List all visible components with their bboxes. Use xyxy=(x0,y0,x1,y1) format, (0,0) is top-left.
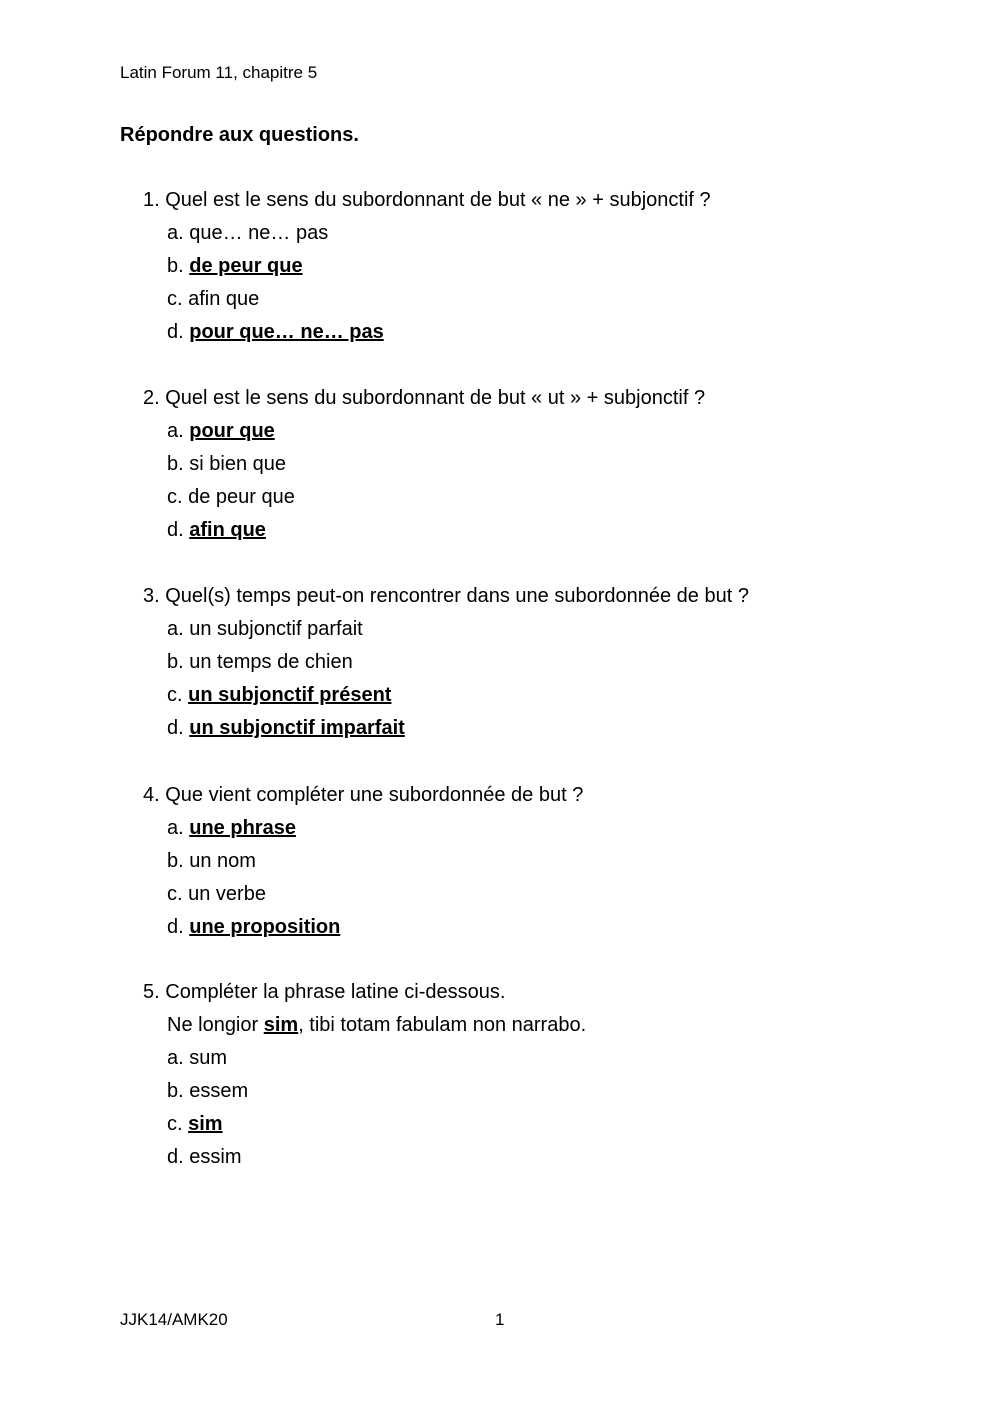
option-letter: d. xyxy=(167,1146,184,1168)
question-label: Quel(s) temps peut-on rencontrer dans une subordonnée de but ? xyxy=(165,585,749,607)
option-b xyxy=(143,845,943,878)
option-text-correct: un subjonctif présent xyxy=(188,684,392,706)
question-5 xyxy=(143,976,943,1174)
option-text: sum xyxy=(189,1047,228,1069)
option-letter: a. xyxy=(167,222,184,244)
option-a xyxy=(143,217,943,250)
option-b xyxy=(143,448,943,481)
option-letter: c. xyxy=(167,1113,183,1135)
option-letter: b. xyxy=(167,850,184,872)
option-text: afin que xyxy=(188,288,260,310)
option-d xyxy=(143,712,943,745)
option-text: si bien que xyxy=(189,453,286,475)
option-text: un temps de chien xyxy=(189,651,353,673)
page-number: 1 xyxy=(495,1310,505,1329)
question-text xyxy=(143,382,943,415)
sentence-before: Ne longior xyxy=(167,1014,264,1036)
option-d xyxy=(143,911,943,944)
option-text-correct: afin que xyxy=(189,519,266,541)
question-4 xyxy=(143,779,943,944)
question-label: Que vient compléter une subordonnée de but ? xyxy=(165,784,584,806)
option-a xyxy=(143,415,943,448)
option-d xyxy=(143,316,943,349)
option-letter: d. xyxy=(167,321,184,343)
option-b xyxy=(143,250,943,283)
option-letter: c. xyxy=(167,486,183,508)
option-c xyxy=(143,679,943,712)
question-3 xyxy=(143,580,943,745)
option-text-correct: une proposition xyxy=(189,916,341,938)
question-text xyxy=(143,184,943,217)
latin-sentence xyxy=(143,1009,943,1042)
option-a xyxy=(143,812,943,845)
option-text-correct: pour que… ne… pas xyxy=(189,321,384,343)
option-letter: d. xyxy=(167,717,184,739)
option-letter: a. xyxy=(167,618,184,640)
option-text: un verbe xyxy=(188,883,266,905)
document-header: Latin Forum 11, chapitre 5 xyxy=(120,63,318,82)
option-text-correct: un subjonctif imparfait xyxy=(189,717,405,739)
option-text-correct: pour que xyxy=(189,420,275,442)
option-text-correct: une phrase xyxy=(189,817,296,839)
question-number: 4. xyxy=(143,784,160,806)
question-label: Compléter la phrase latine ci-dessous. xyxy=(165,981,506,1003)
option-letter: d. xyxy=(167,916,184,938)
question-number: 5. xyxy=(143,981,160,1003)
option-letter: b. xyxy=(167,255,184,277)
sentence-after: , tibi totam fabulam non narrabo. xyxy=(298,1014,587,1036)
option-letter: c. xyxy=(167,684,183,706)
option-letter: c. xyxy=(167,288,183,310)
option-c xyxy=(143,1108,943,1141)
question-2 xyxy=(143,382,943,547)
question-text xyxy=(143,580,943,613)
option-text: que… ne… pas xyxy=(189,222,329,244)
question-text xyxy=(143,976,943,1009)
option-letter: a. xyxy=(167,1047,184,1069)
footer-code: JJK14/AMK20 xyxy=(120,1310,228,1329)
option-text-correct: de peur que xyxy=(189,255,303,277)
option-text: essim xyxy=(189,1146,242,1168)
option-b xyxy=(143,1075,943,1108)
option-letter: b. xyxy=(167,1080,184,1102)
option-a xyxy=(143,613,943,646)
option-letter: a. xyxy=(167,817,184,839)
option-c xyxy=(143,878,943,911)
question-text xyxy=(143,779,943,812)
question-number: 3. xyxy=(143,585,160,607)
question-number: 2. xyxy=(143,387,160,409)
sentence-answer: sim xyxy=(263,1014,299,1036)
option-letter: c. xyxy=(167,883,183,905)
option-c xyxy=(143,481,943,514)
option-d xyxy=(143,1141,943,1174)
option-b xyxy=(143,646,943,679)
instruction-heading: Répondre aux questions. xyxy=(120,124,359,146)
option-letter: b. xyxy=(167,651,184,673)
option-text: un nom xyxy=(189,850,256,872)
option-letter: d. xyxy=(167,519,184,541)
option-letter: b. xyxy=(167,453,184,475)
option-d xyxy=(143,514,943,547)
option-c xyxy=(143,283,943,316)
question-1 xyxy=(143,184,943,349)
option-text-correct: sim xyxy=(188,1113,223,1135)
option-letter: a. xyxy=(167,420,184,442)
question-label: Quel est le sens du subordonnant de but « ut » + subjonctif ? xyxy=(165,387,706,409)
option-a xyxy=(143,1042,943,1075)
question-number: 1. xyxy=(143,189,160,211)
question-label: Quel est le sens du subordonnant de but « ne » + subjonctif ? xyxy=(165,189,711,211)
option-text: essem xyxy=(189,1080,249,1102)
option-text: de peur que xyxy=(188,486,295,508)
option-text: un subjonctif parfait xyxy=(189,618,363,640)
